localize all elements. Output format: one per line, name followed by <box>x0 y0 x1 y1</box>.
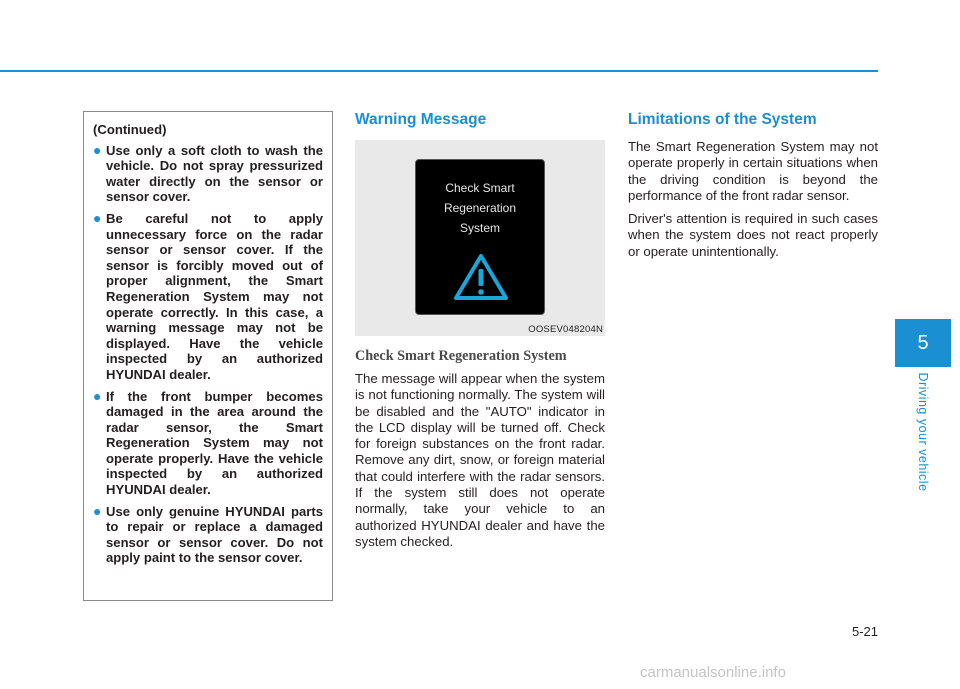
warning-figure <box>355 140 605 336</box>
caution-item: ● Use only genuine HYUNDAI parts to repair or replace a damaged sensor or sensor cover. Do not apply paint to the sensor cover. <box>93 502 323 566</box>
caution-item: ● If the front bumper becomes damaged in the area around the radar sensor, the Smart Regeneration System may not operate properly. Have the vehicle inspected by an authorized HYUNDAI dealer. <box>93 387 323 498</box>
cluster-display <box>415 159 545 315</box>
caution-item: ● Be careful not to apply unnecessary force on the radar sensor or sensor cover. If the sensor is forcibly moved out of proper alignment, the Smart Regeneration System may not operate correctly. In this case, a warning message may not be displayed. Have the vehicle inspected by an authorized HYUNDAI dealer. <box>93 209 323 382</box>
warning-message-heading: Warning Message <box>355 111 487 128</box>
message-description: The message will appear when the system is not functioning normally. The system will be disabled and the "AUTO" indicator in the LCD display will be turned off. Check for foreign substances on the front radar. Remove any dirt, snow, or foreign material that could interfere with the radar sensors. If the system still does not operate normally, take your vehicle to an authorized HYUNDAI dealer and have the system checked. <box>355 371 605 549</box>
limitations-paragraph: The Smart Regeneration System may not operate properly in certain situations when the driving condition is beyond the performance of the front radar sensor. <box>628 139 878 203</box>
limitations-column <box>628 110 878 260</box>
warning-message-column <box>355 110 605 550</box>
header-rule <box>0 70 878 72</box>
caution-continued-box <box>83 111 333 601</box>
bullet-icon: ● <box>93 141 102 158</box>
warning-triangle-icon <box>453 253 509 301</box>
figure-code: OOSEV048204N <box>528 324 603 335</box>
page-number: 5-21 <box>851 624 878 639</box>
watermark: carmanualsonline.info <box>640 664 786 681</box>
message-subheading: Check Smart Regeneration System <box>355 348 567 364</box>
display-message: Check Smart Regeneration System <box>443 181 517 235</box>
bullet-icon: ● <box>93 387 102 404</box>
caution-continued-title: (Continued) <box>93 122 167 137</box>
caution-item: ● Use only a soft cloth to wash the vehicle. Do not spray pressurized water directly on the sensor or sensor cover. <box>93 141 323 205</box>
chapter-number-tab: 5 <box>895 319 951 367</box>
limitations-heading: Limitations of the System <box>628 111 817 128</box>
bullet-icon: ● <box>93 209 102 226</box>
bullet-icon: ● <box>93 502 102 519</box>
chapter-label: Driving your vehicle <box>916 372 930 492</box>
limitations-paragraph: Driver's attention is required in such cases when the system does not react properly or operate unintentionally. <box>628 211 878 259</box>
caution-list <box>93 143 323 566</box>
